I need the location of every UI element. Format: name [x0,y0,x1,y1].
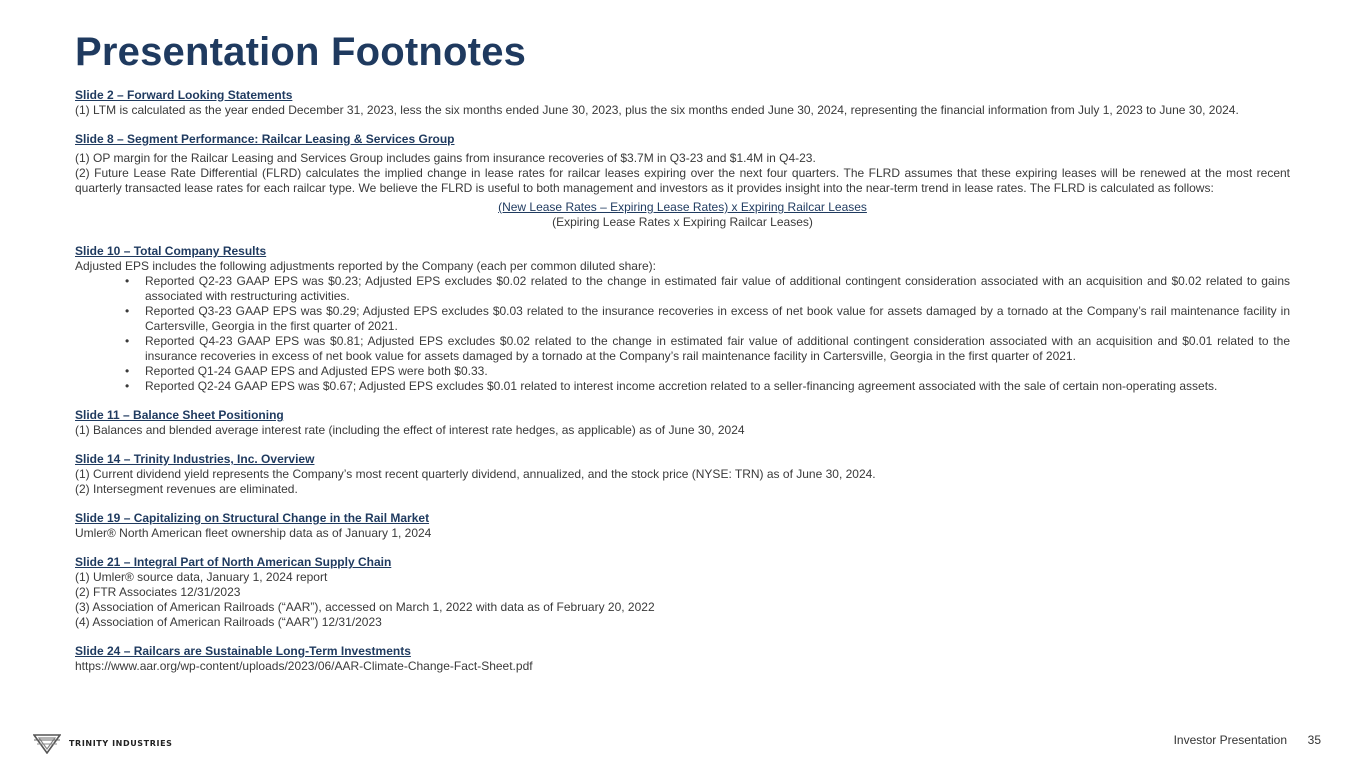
page-number: 35 [1307,733,1321,747]
list-item: • Reported Q1-24 GAAP EPS and Adjusted EPS were both $0.33. [145,364,1290,379]
list-item: • Reported Q2-23 GAAP EPS was $0.23; Adjusted EPS excludes $0.02 related to the change in estimated fair value of additional contingent consideration associated with an acquisition and $0.02 related to gains associated with restructuring activities. [145,274,1290,304]
section-slide-11 [75,408,1290,438]
trinity-logo-icon [33,732,61,754]
footnote-text: Umler® North American fleet ownership data as of January 1, 2024 [75,526,432,540]
section-heading: Slide 11 – Balance Sheet Positioning [75,408,284,422]
footnote-text: (2) Intersegment revenues are eliminated. [75,482,298,496]
flrd-formula [75,200,1290,230]
footnote-text: (1) Umler® source data, January 1, 2024 report [75,570,328,584]
section-slide-24 [75,644,1290,674]
footnote-text: (1) LTM is calculated as the year ended December 31, 2023, less the six months ended June 30, 2023, plus the six months ended June 30, 2024, representing the financial information from July 1, 2023 to June 30, 2024. [75,103,1239,117]
section-slide-19 [75,511,1290,541]
formula-numerator: (New Lease Rates – Expiring Lease Rates) x Expiring Railcar Leases [498,200,867,214]
section-heading: Slide 24 – Railcars are Sustainable Long-Term Investments [75,644,411,658]
section-slide-10 [75,244,1290,394]
footnote-text: Adjusted EPS includes the following adjustments reported by the Company (each per common diluted share): [75,259,656,273]
section-heading: Slide 10 – Total Company Results [75,244,267,258]
footnotes-body [75,88,1290,674]
footnote-text: (1) Balances and blended average interest rate (including the effect of interest rate hedges, as applicable) as of June 30, 2024 [75,423,745,437]
logo-wordmark: TRINITY INDUSTRIES [69,738,173,748]
section-heading: Slide 14 – Trinity Industries, Inc. Overview [75,452,315,466]
page-title: Presentation Footnotes [75,30,527,74]
section-slide-14 [75,452,1290,497]
section-heading: Slide 19 – Capitalizing on Structural Change in the Rail Market [75,511,430,525]
footnote-text: (4) Association of American Railroads (“AAR”) 12/31/2023 [75,615,382,629]
list-item: • Reported Q4-23 GAAP EPS was $0.81; Adjusted EPS excludes $0.02 related to the change in estimated fair value of additional contingent consideration associated with an acquisition and $0.01 related to the insurance recoveries in excess of net book value for assets damaged by a tornado at the Company’s rail maintenance facility in Cartersville, Georgia in the first quarter of 2021. [145,334,1290,364]
adjustments-list [75,274,1290,394]
section-slide-2 [75,88,1290,118]
section-heading: Slide 21 – Integral Part of North American Supply Chain [75,555,392,569]
footer-label: Investor Presentation [1173,733,1287,747]
section-heading: Slide 8 – Segment Performance: Railcar Leasing & Services Group [75,132,455,146]
section-slide-8 [75,132,1290,230]
list-item: • Reported Q2-24 GAAP EPS was $0.67; Adjusted EPS excludes $0.01 related to interest income accretion related to a seller-financing agreement associated with the sale of certain non-operating assets. [145,379,1290,394]
list-item: • Reported Q3-23 GAAP EPS was $0.29; Adjusted EPS excludes $0.03 related to the insurance recoveries in excess of net book value for assets damaged by a tornado at the Company’s rail maintenance facility in Cartersville, Georgia in the first quarter of 2021. [145,304,1290,334]
page-footer [0,728,1365,758]
footnote-text: (1) Current dividend yield represents the Company’s most recent quarterly dividend, annualized, and the stock price (NYSE: TRN) as of June 30, 2024. [75,467,876,481]
company-logo [33,732,173,754]
footnote-text: (3) Association of American Railroads (“AAR”), accessed on March 1, 2022 with data as of February 20, 2022 [75,600,655,614]
section-heading: Slide 2 – Forward Looking Statements [75,88,293,102]
footnote-text: (1) OP margin for the Railcar Leasing and Services Group includes gains from insurance recoveries of $3.7M in Q3-23 and $1.4M in Q4-23. [75,151,816,165]
footnote-url: https://www.aar.org/wp-content/uploads/2023/06/AAR-Climate-Change-Fact-Sheet.pdf [75,659,533,673]
section-slide-21 [75,555,1290,630]
footnote-text: (2) Future Lease Rate Differential (FLRD) calculates the implied change in lease rates for railcar leases expiring over the next four quarters. The FLRD assumes that these expiring leases will be renewed at the most recent quarterly transacted lease rates for each railcar type. We believe the FLRD is useful to both management and investors as it provides insight into the near-term trend in lease rates. The FLRD is calculated as follows: [75,166,1290,195]
formula-denominator: (Expiring Lease Rates x Expiring Railcar Leases) [552,215,813,229]
footnote-text: (2) FTR Associates 12/31/2023 [75,585,241,599]
